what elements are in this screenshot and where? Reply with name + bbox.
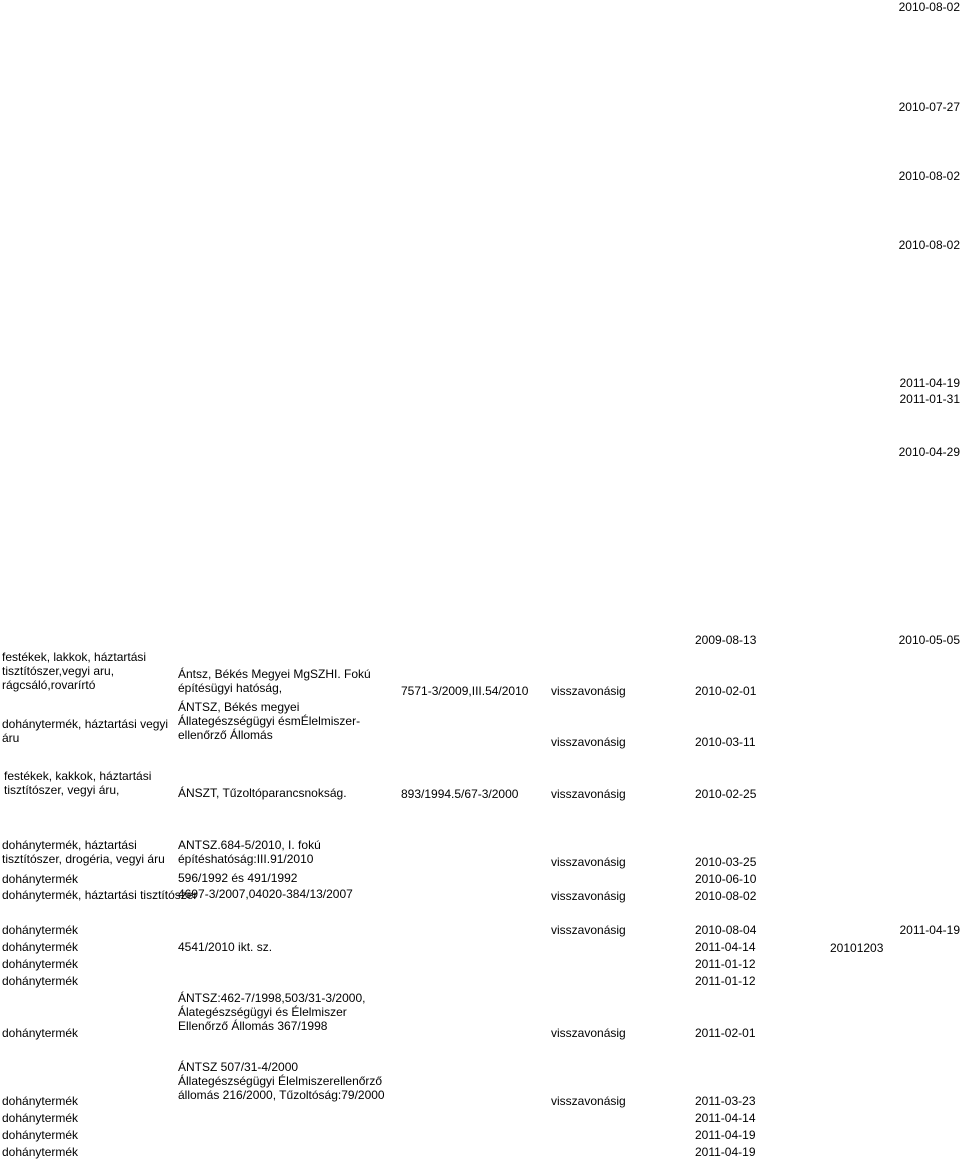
date-label: 2011-01-31 <box>899 392 960 406</box>
product-cell: dohánytermék <box>2 1094 79 1108</box>
reference-cell: 7571-3/2009,III.54/2010 <box>401 684 529 698</box>
authority-cell: 4697-3/2007,04020-384/13/2007 <box>178 887 353 901</box>
product-cell: festékek, kakkok, háztartási tisztítószer, vegyi áru, <box>4 769 152 797</box>
date-label: 2010-08-02 <box>898 0 960 14</box>
date-cell: 2011-01-12 <box>695 974 756 988</box>
date-cell: 2010-02-25 <box>695 787 757 801</box>
header-date: 2010-05-05 <box>898 633 960 647</box>
validity-cell: visszavonásig <box>551 1094 626 1108</box>
product-cell: dohánytermék <box>2 974 79 988</box>
authority-cell: 4541/2010 ikt. sz. <box>178 940 273 954</box>
product-cell: dohánytermék, háztartási tisztítószer <box>2 888 198 902</box>
authority-cell: ANTSZ.684-5/2010, I. fokú építéshatóság:III.91/2010 <box>178 838 321 866</box>
validity-cell: visszavonásig <box>551 889 626 903</box>
date-label: 2010-04-29 <box>898 445 960 459</box>
product-cell: dohánytermék <box>2 1128 79 1142</box>
date-cell: 2010-06-10 <box>695 872 757 886</box>
reference-cell: 893/1994.5/67-3/2000 <box>401 787 519 801</box>
product-cell: dohánytermék <box>2 957 79 971</box>
validity-cell: visszavonásig <box>551 787 626 801</box>
product-cell: dohánytermék <box>2 1111 79 1125</box>
date-cell: 2011-04-14 <box>695 1111 756 1125</box>
authority-cell: Ántsz, Békés Megyei MgSZHI. Fokú építésügyi hatóság, <box>178 667 371 695</box>
product-cell: dohánytermék <box>2 940 79 954</box>
validity-cell: visszavonásig <box>551 855 626 869</box>
product-cell: dohánytermék <box>2 1145 79 1159</box>
product-cell: festékek, lakkok, háztartási tisztítószer,vegyi aru, rágcsáló,rovarírtó <box>2 650 147 692</box>
validity-cell: visszavonásig <box>551 735 626 749</box>
validity-cell: visszavonásig <box>551 923 626 937</box>
date-label: 2010-08-02 <box>898 169 960 183</box>
date-cell: 2011-04-19 <box>695 1145 756 1159</box>
date-cell: 2011-02-01 <box>695 1026 756 1040</box>
date-label: 2010-07-27 <box>898 100 960 114</box>
date-cell: 2010-08-02 <box>695 889 757 903</box>
validity-cell: visszavonásig <box>551 1026 626 1040</box>
product-cell: dohánytermék <box>2 923 79 937</box>
date-label: 2011-04-19 <box>899 376 960 390</box>
authority-cell: ÁNSZT, Tűzoltóparancsnokság. <box>178 786 347 800</box>
product-cell: dohánytermék, háztartási vegyi áru <box>2 717 169 745</box>
date-cell: 2010-03-11 <box>695 735 756 749</box>
validity-cell: visszavonásig <box>551 684 626 698</box>
date-cell: 2010-03-25 <box>695 855 757 869</box>
date-cell: 2010-02-01 <box>695 684 757 698</box>
product-cell: dohánytermék <box>2 872 79 886</box>
date-cell: 2011-01-12 <box>695 957 756 971</box>
number-cell: 20101203 <box>830 941 884 955</box>
authority-cell: ÁNTSZ:462-7/1998,503/31-3/2000, Álategészségügyi és Élelmiszer Ellenőrző Állomás 367/1998 <box>178 991 366 1033</box>
date-cell: 2011-04-19 <box>695 1128 756 1142</box>
product-cell: dohánytermék <box>2 1026 79 1040</box>
date-cell: 2011-03-23 <box>695 1094 756 1108</box>
authority-cell: 596/1992 és 491/1992 <box>178 871 298 885</box>
product-cell: dohánytermék, háztartási tisztítószer, drogéria, vegyi áru <box>2 838 165 866</box>
authority-cell: ÁNTSZ, Békés megyei Állategészségügyi ésmÉlelmiszer- ellenőrző Állomás <box>178 700 361 742</box>
date-label: 2010-08-02 <box>898 238 960 252</box>
date-cell: 2011-04-19 <box>899 923 960 937</box>
date-cell: 2010-08-04 <box>695 923 757 937</box>
authority-cell: ÁNTSZ 507/31-4/2000 Állategészségügyi Élelmiszerellenőrző állomás 216/2000, Tűzoltóság:79/2000 <box>178 1060 385 1102</box>
date-cell: 2011-04-14 <box>695 940 756 954</box>
header-date: 2009-08-13 <box>695 633 757 647</box>
